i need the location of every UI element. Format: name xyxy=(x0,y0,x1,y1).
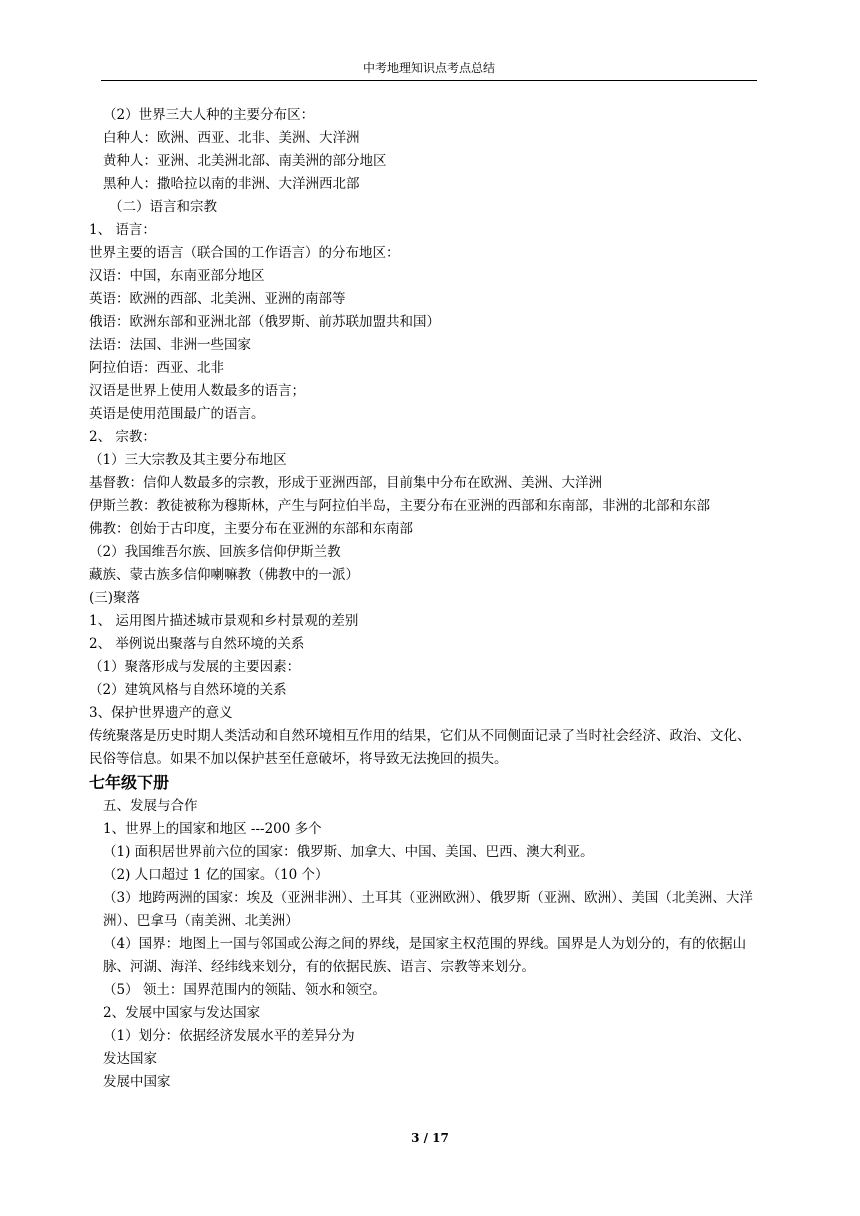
text-line: 黄种人：亚洲、北美洲北部、南美洲的部分地区 xyxy=(103,153,387,169)
header-rule xyxy=(101,80,757,81)
text-line: 1、 运用图片描述城市景观和乡村景观的差别 xyxy=(89,613,359,629)
text-line: 发展中国家 xyxy=(103,1074,171,1090)
text-line: 1、世界上的国家和地区 ---200 多个 xyxy=(103,821,322,837)
text-line: （1）划分：依据经济发展水平的差异分为 xyxy=(103,1028,355,1044)
text-line: 2、 举例说出聚落与自然环境的关系 xyxy=(89,636,305,652)
text-line: （2）建筑风格与自然环境的关系 xyxy=(89,682,287,698)
section-heading: 五、发展与合作 xyxy=(103,798,198,814)
text-line: （2）我国维吾尔族、回族多信仰伊斯兰教 xyxy=(89,544,341,560)
text-line: 1、 语言： xyxy=(89,222,156,238)
text-paragraph: 伊斯兰教：教徒被称为穆斯林，产生与阿拉伯半岛，主要分布在亚洲的西部和东南部，非洲的北部和东部 xyxy=(89,498,710,514)
text-line: （1）聚落形成与发展的主要因素： xyxy=(89,659,301,675)
text-line: 基督教：信仰人数最多的宗教，形成于亚洲西部，目前集中分布在欧洲、美洲、大洋洲 xyxy=(89,475,602,491)
text-line: 发达国家 xyxy=(103,1051,157,1067)
text-line: 阿拉伯语：西亚、北非 xyxy=(89,360,224,376)
text-line: （1) 面积居世界前六位的国家：俄罗斯、加拿大、中国、美国、巴西、澳大利亚。 xyxy=(103,844,594,860)
text-line: （1）三大宗教及其主要分布地区 xyxy=(89,452,287,468)
text-line: 2、发展中国家与发达国家 xyxy=(103,1005,261,1021)
text-line: 英语是使用范围最广的语言。 xyxy=(89,406,265,422)
chapter-heading: 七年级下册 xyxy=(89,773,170,792)
text-paragraph: （3）地跨两洲的国家：埃及（亚洲非洲）、土耳其（亚洲欧洲）、俄罗斯（亚洲、欧洲）、美国（北美洲、大洋洲）、巴拿马（南美洲、北美洲） xyxy=(103,890,753,929)
text-paragraph: （4）国界：地图上一国与邻国或公海之间的界线，是国家主权范围的界线。国界是人为划分的，有的依据山脉、河湖、海洋、经纬线来划分，有的依据民族、语言、宗教等来划分。 xyxy=(103,936,747,975)
page-header: 中考地理知识点考点总结 xyxy=(362,61,495,75)
text-paragraph: 传统聚落是历史时期人类活动和自然环境相互作用的结果，它们从不同侧面记录了当时社会经济、政治、文化、民俗等信息。如果不加以保护甚至任意破坏，将导致无法挽回的损失。 xyxy=(89,728,751,767)
text-line: 2、 宗教： xyxy=(89,429,156,445)
page-number: 3 / 17 xyxy=(411,1131,449,1145)
text-line: 英语：欧洲的西部、北美洲、亚洲的南部等 xyxy=(89,291,346,307)
text-line: 世界主要的语言（联合国的工作语言）的分布地区： xyxy=(89,245,400,261)
text-line: 佛教：创始于古印度，主要分布在亚洲的东部和东南部 xyxy=(89,521,413,537)
text-line: 3、保护世界遗产的意义 xyxy=(89,705,233,721)
text-line: （2) 人口超过 1 亿的国家。（10 个） xyxy=(103,867,329,883)
text-line: 法语：法国、非洲一些国家 xyxy=(89,337,251,353)
section-heading: （二）语言和宗教 xyxy=(109,199,217,215)
text-line: （5） 领土：国界范围内的领陆、领水和领空。 xyxy=(103,982,386,998)
text-line: 黑种人：撒哈拉以南的非洲、大洋洲西北部 xyxy=(103,176,360,192)
text-line: 白种人：欧洲、西亚、北非、美洲、大洋洲 xyxy=(103,130,360,146)
text-line: （2）世界三大人种的主要分布区： xyxy=(103,107,315,123)
section-heading: (三)聚落 xyxy=(89,590,141,606)
text-line: 俄语：欧洲东部和亚洲北部（俄罗斯、前苏联加盟共和国） xyxy=(89,314,440,330)
text-line: 藏族、蒙古族多信仰喇嘛教（佛教中的一派） xyxy=(89,567,359,583)
text-line: 汉语：中国，东南亚部分地区 xyxy=(89,268,265,284)
document-body xyxy=(89,104,761,1094)
text-line: 汉语是世界上使用人数最多的语言； xyxy=(89,383,305,399)
